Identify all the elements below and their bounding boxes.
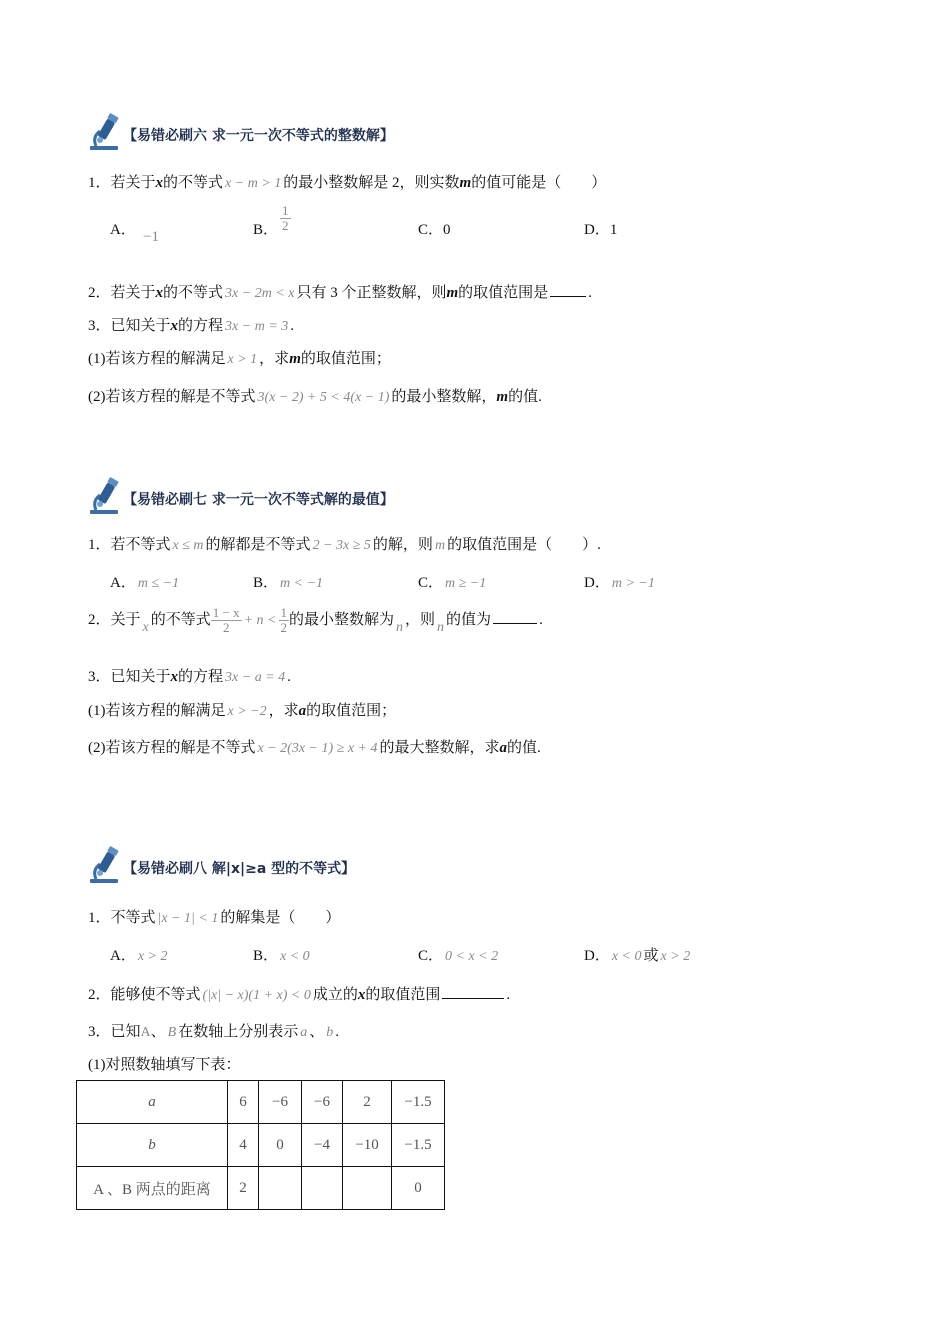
option-a-value: −1 [143, 229, 159, 245]
option-d[interactable]: D． x < 0 或 x > 2 [584, 948, 691, 964]
option-c[interactable]: C． 0 < x < 2 [418, 948, 499, 964]
table-cell: 6 [228, 1081, 259, 1124]
question-3-part-1: (1)对照数轴填写下表： [88, 1057, 241, 1073]
question-2: 2．若关于x的不等式 3x − 2m < x 只有 3 个正整数解，则m的取值范围是 . [88, 285, 592, 301]
answer-blank[interactable] [493, 611, 537, 624]
table-cell: −1.5 [392, 1124, 445, 1167]
answer-blank[interactable] [550, 284, 586, 297]
table-cell: −1.5 [392, 1081, 445, 1124]
table-row [77, 1167, 445, 1210]
table-cell-blank[interactable] [343, 1167, 392, 1210]
table-row [77, 1124, 445, 1167]
section-title: 【易错必刷八 解|x|≥a 型的不等式】 [123, 861, 356, 877]
table-cell-blank[interactable] [259, 1167, 302, 1210]
table-cell: −6 [302, 1081, 343, 1124]
question-1: 1．若不等式 x ≤ m 的解都是不等式 2 − 3x ≥ 5 的解，则 m 的取值范围是（ ）. [88, 537, 601, 553]
table-cell: −6 [259, 1081, 302, 1124]
question-2: 2．关于 x 的不等式 $\frac{1 - x}{2}$ + n < $\frac{1}{2}$ 的最小整数解为 n ，则 n 的值为 . [88, 605, 543, 635]
option-b[interactable]: B． x < 0 [253, 948, 310, 964]
question-3: 3．已知关于x的方程 3x − m = 3 . [88, 318, 295, 334]
table-cell: 0 [259, 1124, 302, 1167]
option-a[interactable]: A． m ≤ −1 [110, 575, 180, 591]
microscope-icon [86, 477, 126, 517]
section-title: 【易错必刷七 求一元一次不等式解的最值】 [123, 492, 394, 508]
fraction: $\frac{1}{2}$ [280, 605, 288, 635]
table-row [77, 1081, 445, 1124]
option-a[interactable]: A． x > 2 [110, 948, 168, 964]
fraction: $\frac{1 - x}{2}$ [212, 605, 240, 635]
question-1: 1．若关于x的不等式 x − m > 1 的最小整数解是 2，则实数m的值可能是（ ） [88, 175, 607, 191]
question-3-part-1: (1)若该方程的解满足 x > −2 ，求a的取值范围； [88, 703, 397, 719]
option-b-fraction: $\frac{1}{2}$ [282, 203, 289, 233]
table-cell: −4 [302, 1124, 343, 1167]
option-b[interactable]: B． m < −1 [253, 575, 324, 591]
table-cell: 0 [392, 1167, 445, 1210]
question-1: 1．不等式 |x − 1| < 1 的解集是（ ） [88, 910, 341, 926]
table-cell: 2 [343, 1081, 392, 1124]
row-label: a [77, 1081, 228, 1124]
distance-table [76, 1080, 445, 1210]
question-2: 2．能够使不等式 (|x| − x)(1 + x) < 0 成立的x的取值范围 . [88, 987, 511, 1003]
question-3-part-2: (2)若该方程的解是不等式 3(x − 2) + 5 < 4(x − 1) 的最小整数解，m的值. [88, 389, 542, 405]
option-d[interactable]: D．1 [584, 222, 618, 238]
microscope-icon [86, 113, 126, 153]
table-cell-blank[interactable] [302, 1167, 343, 1210]
option-c[interactable]: C．0 [418, 222, 451, 238]
option-c[interactable]: C． m ≥ −1 [418, 575, 487, 591]
option-d[interactable]: D． m > −1 [584, 575, 655, 591]
table-cell: 2 [228, 1167, 259, 1210]
question-3: 3．已知A、 B 在数轴上分别表示 a 、 b . [88, 1024, 340, 1040]
answer-blank[interactable] [442, 986, 504, 999]
question-3-part-1: (1)若该方程的解满足 x > 1 ，求m的取值范围； [88, 351, 391, 367]
option-a[interactable]: A． [110, 222, 136, 238]
microscope-icon [86, 846, 126, 886]
question-3: 3．已知关于x的方程 3x − a = 4 . [88, 669, 291, 685]
section-title: 【易错必刷六 求一元一次不等式的整数解】 [123, 128, 394, 144]
row-label: A 、B 两点的距离 [77, 1167, 228, 1210]
option-b[interactable]: B． [253, 222, 279, 238]
row-label: b [77, 1124, 228, 1167]
question-3-part-2: (2)若该方程的解是不等式 x − 2(3x − 1) ≥ x + 4 的最大整数解，求a的值. [88, 740, 541, 756]
math-expression: x − m > 1 [225, 176, 282, 191]
table-cell: 4 [228, 1124, 259, 1167]
table-cell: −10 [343, 1124, 392, 1167]
